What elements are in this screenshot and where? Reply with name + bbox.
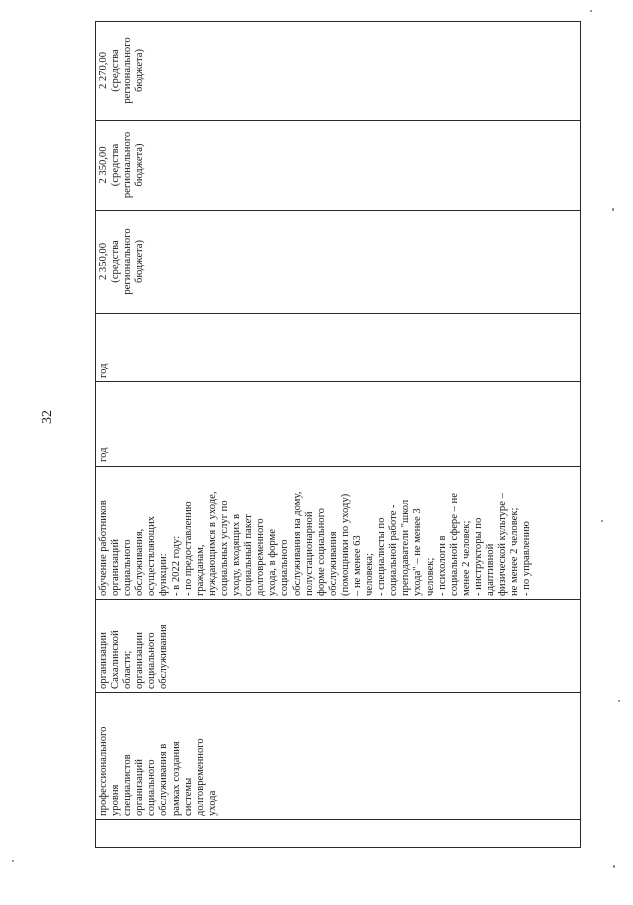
text-line: ухода: [206, 790, 218, 816]
text-line: обслуживания: [327, 531, 339, 596]
text-line: организаций: [110, 539, 122, 596]
text-line: - специалисты по: [376, 517, 388, 596]
text-line: гражданам,: [194, 544, 206, 596]
column-divider: [95, 120, 581, 121]
text-line: 2 350,00: [98, 146, 109, 184]
column-divider: [95, 692, 581, 693]
column-divider: [95, 210, 581, 211]
text-line: обслуживания на дому,: [291, 491, 303, 596]
column-divider: [95, 313, 581, 314]
table-border-bottom: [580, 21, 581, 848]
text-line: социальных услуг по: [218, 500, 230, 596]
text-line: адаптивной: [485, 543, 496, 596]
text-line: социальной работе -: [388, 504, 400, 596]
text-line: специалистов: [122, 754, 134, 816]
scan-speck: [612, 208, 614, 211]
text-line: (средства: [110, 49, 122, 92]
text-line: форме социального: [315, 508, 327, 596]
text-line: уровня: [110, 784, 122, 816]
text-line: системы: [182, 777, 194, 816]
text-line: уходу, входящих в: [231, 513, 243, 596]
column-divider: [95, 466, 581, 467]
text-line: области;: [122, 650, 134, 689]
text-line: обучение работников: [98, 500, 109, 596]
text-line: регионального: [122, 131, 134, 199]
text-line: функции:: [158, 553, 170, 596]
text-line: менее 2 человек;: [460, 520, 472, 596]
scan-speck: [618, 700, 620, 702]
text-line: социального: [146, 759, 158, 816]
text-line: ухода, в форме: [267, 529, 279, 596]
text-line: (помощники по уходу): [339, 493, 351, 596]
cell-financing-2023: [98, 123, 146, 207]
text-line: регионального: [122, 37, 134, 104]
text-line: долговременного: [255, 518, 267, 596]
text-line: организации: [134, 632, 146, 689]
text-line: Сахалинской: [110, 630, 122, 689]
cell-executor: [98, 603, 171, 689]
text-line: (средства: [110, 240, 122, 283]
text-line: осуществляющих: [146, 516, 158, 596]
text-line: бюджета): [134, 48, 146, 93]
text-line: год: [98, 447, 109, 462]
text-line: – не менее 63: [351, 535, 363, 596]
scan-speck: [12, 860, 14, 862]
table-rotated: [95, 21, 581, 848]
text-line: преподаватели "школ: [400, 499, 412, 596]
text-line: обслуживания,: [134, 528, 146, 596]
page-number: 32: [40, 410, 55, 424]
text-line: [158, 698, 170, 816]
scan-speck: [590, 10, 592, 12]
text-line: организации: [98, 632, 109, 689]
text-line: [171, 698, 183, 816]
text-line: 2 350,00: [98, 242, 109, 281]
text-line: - психологи в: [436, 535, 448, 596]
column-divider: [95, 819, 581, 820]
column-divider: [95, 381, 581, 382]
text-line: человека;: [364, 553, 376, 596]
text-line: организаций: [134, 759, 146, 816]
text-line: нуждающимся в уходе,: [206, 491, 218, 596]
text-line: - в 2022 году:: [170, 535, 182, 596]
text-word: обслуживания: [158, 751, 170, 816]
text-line: год: [98, 363, 109, 378]
text-line: полустационарной: [303, 511, 315, 596]
text-line: обслуживания: [158, 624, 170, 689]
cell-start-year: [98, 384, 110, 462]
text-line: не менее 2 человек;: [509, 507, 521, 596]
cell-event-name: [98, 698, 219, 816]
text-line: долговременного: [194, 738, 206, 816]
text-line: ухода" – не менее 3: [412, 508, 424, 596]
text-line: социальной сфере – не: [448, 493, 460, 596]
text-line: регионального: [122, 228, 134, 295]
text-line: человек;: [424, 557, 436, 596]
table-border-right: [95, 21, 581, 22]
text-word: в: [158, 743, 170, 749]
scan-speck: [613, 865, 615, 868]
text-line: социального: [146, 632, 158, 689]
cell-end-year: [98, 316, 110, 378]
scan-speck: [601, 520, 603, 522]
table-border-left: [95, 847, 581, 848]
text-line: бюджета): [134, 239, 146, 284]
text-line: - инструкторы по: [472, 517, 484, 596]
text-line: - по управлению: [521, 521, 533, 596]
cell-result: [98, 469, 533, 596]
text-line: социального: [279, 539, 291, 596]
cell-financing-2024: [98, 24, 146, 117]
cell-financing-2022: [98, 213, 146, 310]
column-divider: [95, 599, 581, 600]
text-line: профессионального: [98, 726, 109, 816]
text-line: физической культуре –: [497, 493, 509, 596]
text-line: социального: [122, 539, 134, 596]
text-word: рамках: [170, 784, 182, 816]
text-word: создания: [170, 741, 182, 782]
text-line: социальный пакет: [243, 514, 255, 596]
text-line: бюджета): [134, 143, 146, 187]
table-border-top: [95, 21, 96, 848]
text-line: 2 270,00: [98, 51, 109, 90]
text-line: (средства: [110, 143, 122, 187]
text-line: - по предоставлению: [182, 501, 194, 596]
